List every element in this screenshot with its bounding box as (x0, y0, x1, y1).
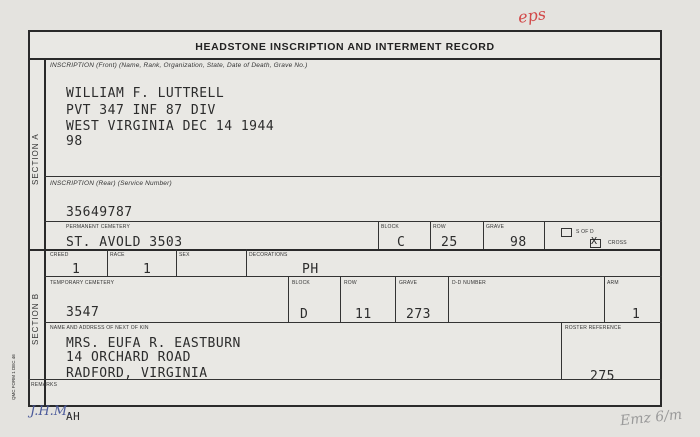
cross-check-mark: X (591, 236, 598, 247)
creed-label: CREED (50, 252, 69, 258)
inscription-front-line-4: 98 (66, 134, 83, 149)
roster-reference-value: 275 (590, 369, 615, 384)
creed-value: 1 (72, 262, 81, 277)
inscription-rear-label: INSCRIPTION (Rear) (Service Number) (50, 180, 172, 187)
record-title: HEADSTONE INSCRIPTION AND INTERMENT RECORD (195, 41, 495, 53)
inscription-front-label: INSCRIPTION (Front) (Name, Rank, Organization, State, Date of Death, Grave No.) (50, 62, 308, 69)
dd-number-label: D-D NUMBER (452, 280, 486, 286)
bottom-handwritten-note: Emz 6/m (619, 406, 683, 430)
temporary-cemetery-label: TEMPORARY CEMETERY (50, 280, 115, 286)
inscription-front-line-3: WEST VIRGINIA DEC 14 1944 (66, 119, 275, 134)
cross-label: CROSS (608, 240, 627, 246)
remarks-label: REMARKS (31, 382, 58, 388)
temporary-cemetery: 3547 (66, 305, 100, 320)
arm-label: ARM (607, 280, 619, 286)
inscription-front-line-2: PVT 347 INF 87 DIV (66, 103, 216, 118)
row-value: 25 (441, 235, 458, 250)
initials-handwriting: J.H.M. (30, 404, 72, 419)
temp-row-label: ROW (344, 280, 357, 286)
corner-handwritten-mark: eps (516, 4, 548, 27)
form-number-label: QMC FORM 1 DEC 46 (11, 354, 16, 400)
decorations-value: PH (302, 262, 319, 277)
race-value: 1 (143, 262, 152, 277)
next-of-kin-line-1: MRS. EUFA R. EASTBURN (66, 336, 241, 351)
service-number: 35649787 (66, 205, 133, 220)
star-of-david-label: S OF D (576, 229, 594, 235)
row-label: ROW (433, 224, 446, 230)
section-a-label: SECTION A (31, 133, 40, 185)
decorations-label: DECORATIONS (249, 252, 288, 258)
remarks-value: AH (66, 410, 81, 423)
inscription-front-line-1: WILLIAM F. LUTTRELL (66, 86, 225, 101)
sex-label: SEX (179, 252, 190, 258)
temp-block-value: D (300, 307, 309, 322)
grave-value: 98 (510, 235, 527, 250)
temp-row-value: 11 (355, 307, 372, 322)
next-of-kin-line-3: RADFORD, VIRGINIA (66, 366, 208, 381)
temp-block-label: BLOCK (292, 280, 310, 286)
grave-label: GRAVE (486, 224, 505, 230)
arm-value: 1 (632, 307, 641, 322)
permanent-cemetery-label: PERMANENT CEMETERY (66, 224, 130, 230)
temp-grave-value: 273 (406, 307, 431, 322)
roster-reference-label: ROSTER REFERENCE (565, 325, 622, 331)
block-value: C (397, 235, 406, 250)
section-b-label: SECTION B (31, 292, 40, 345)
next-of-kin-line-2: 14 ORCHARD ROAD (66, 350, 191, 365)
star-of-david-checkbox (561, 228, 572, 237)
next-of-kin-label: NAME AND ADDRESS OF NEXT OF KIN (50, 325, 149, 331)
temp-grave-label: GRAVE (399, 280, 418, 286)
block-label: BLOCK (381, 224, 399, 230)
race-label: RACE (110, 252, 125, 258)
permanent-cemetery: ST. AVOLD 3503 (66, 235, 183, 250)
